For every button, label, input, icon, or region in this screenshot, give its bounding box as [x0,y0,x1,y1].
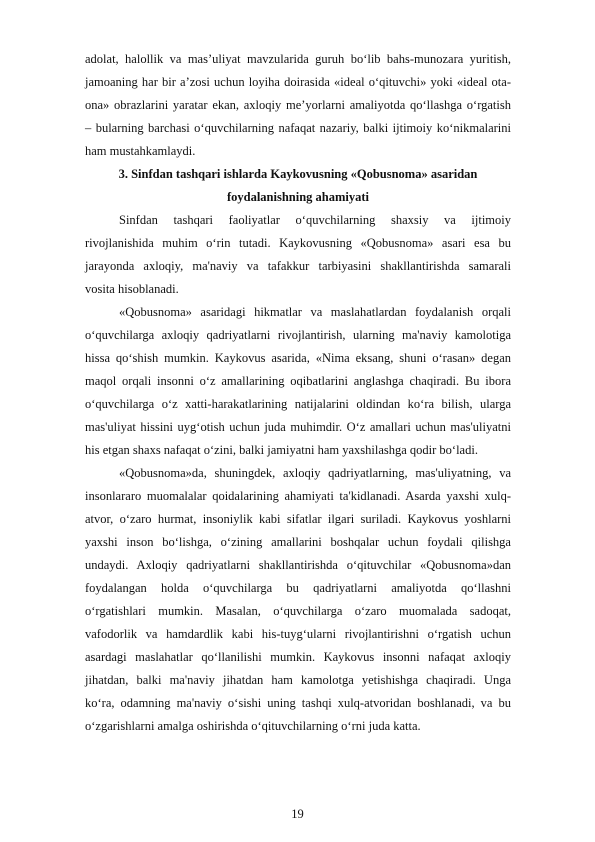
text-line: vosita hisoblanadi. [85,282,179,296]
text-line: – bularning barchasi o‘quvchilarning nafaqat nazariy, balki ijtimoiy ko‘nikmalarini [85,121,511,135]
text-line: atvor, o‘zaro hurmat, insoniylik kabi sifatlar ilgari suriladi. Kaykovus yoshlarni [85,512,511,526]
text-line: his etgan shaxs nafaqat o‘zini, balki jamiyatni ham yaxshilashga qodir bo‘ladi. [85,443,478,457]
text-line: «Qobusnoma» asaridagi hikmatlar va maslahatlardan foydalanish orqali [119,305,511,319]
text-line: jarayonda axloqiy, ma'naviy va tafakkur tarbiyasini shakllantirishda samarali [85,259,511,273]
text-line: asardagi maslahatlar qo‘llanilishi mumkin. Kaykovus insonni nafaqat axloqiy [85,650,511,664]
paragraph [85,462,511,738]
text-line: insonlararo muomalalar qoidalarining ahamiyati ta'kidlanadi. Asarda yaxshi xulq- [85,489,511,503]
text-line: mas'uliyat hissini uyg‘otish uchun juda muhimdir. O‘z amallari uchun mas'uliyatni [85,420,511,434]
text-line: jamoaning har bir a’zosi uchun loyiha doirasida «ideal o‘qituvchi» yoki «ideal ota- [85,75,511,89]
paragraph [85,209,511,301]
section-heading [85,163,511,209]
text-line: jihatdan, balki ma'naviy jihatdan ham kamolotga yetishishga chaqiradi. Unga [85,673,511,687]
text-line: yaxshi inson bo‘lishga, o‘zining amallarini boshqalar uchun foydali qilishga [85,535,511,549]
paragraph [85,301,511,462]
text-line: o‘quvchilarga axloqiy qadriyatlarni rivojlantirish, ularning ma'naviy kamolotiga [85,328,511,342]
heading-line: foydalanishning ahamiyati [226,190,370,204]
heading-line: 3. Sinfdan tashqari ishlarda Kaykovusning «Qobusnoma» asaridan [118,167,478,181]
text-line: o‘zgarishlarni amalga oshirishda o‘qituvchilarning o‘rni juda katta. [85,719,421,733]
text-line: o‘rgatishlari mumkin. Masalan, o‘quvchilarga o‘zaro muomalada sadoqat, [85,604,511,618]
text-line: Sinfdan tashqari faoliyatlar o‘quvchilarning shaxsiy va ijtimoiy [119,213,511,227]
text-line: foydalangan holda o‘quvchilarga bu qadriyatlarni amaliyotda qo‘llashni [85,581,511,595]
text-line: undaydi. Axloqiy qadriyatlarni shakllantirishda o‘qituvchilar «Qobusnoma»dan [85,558,511,572]
text-line: ko‘ra, odamning ma'naviy o‘sishi uning tashqi xulq-atvoridan boshlanadi, va bu [85,696,511,710]
text-line: ham mustahkamlaydi. [85,144,196,158]
text-line: o‘quvchilarga o‘z xatti-harakatlarining natijalarini oldindan ko‘ra bilish, ularga [85,397,511,411]
text-line: hissa qo‘shish mumkin. Kaykovus asarida, «Nima eksang, shuni o‘rasan» degan [85,351,511,365]
text-line: rivojlanishida muhim o‘rin tutadi. Kaykovusning «Qobusnoma» asari esa bu [85,236,511,250]
text-line: maqol orqali insonni o‘z amallarining oqibatlarini anglashga chaqiradi. Bu ibora [85,374,511,388]
text-line: «Qobusnoma»da, shuningdek, axloqiy qadriyatlarning, mas'uliyatning, va [119,466,511,480]
text-line: ona» obrazlarini yaratar ekan, axloqiy me’yorlarni amaliyotda qo‘llashga o‘rgatish [85,98,511,112]
document-page [85,48,511,738]
page-number: 19 [291,807,304,821]
paragraph-continued [85,48,511,163]
text-line: adolat, halollik va mas’uliyat mavzularida guruh bo‘lib bahs-munozara yuritish, [85,52,511,66]
text-line: vafodorlik va hamdardlik kabi his-tuyg‘ularni rivojlantirishni o‘rgatish uchun [85,627,511,641]
